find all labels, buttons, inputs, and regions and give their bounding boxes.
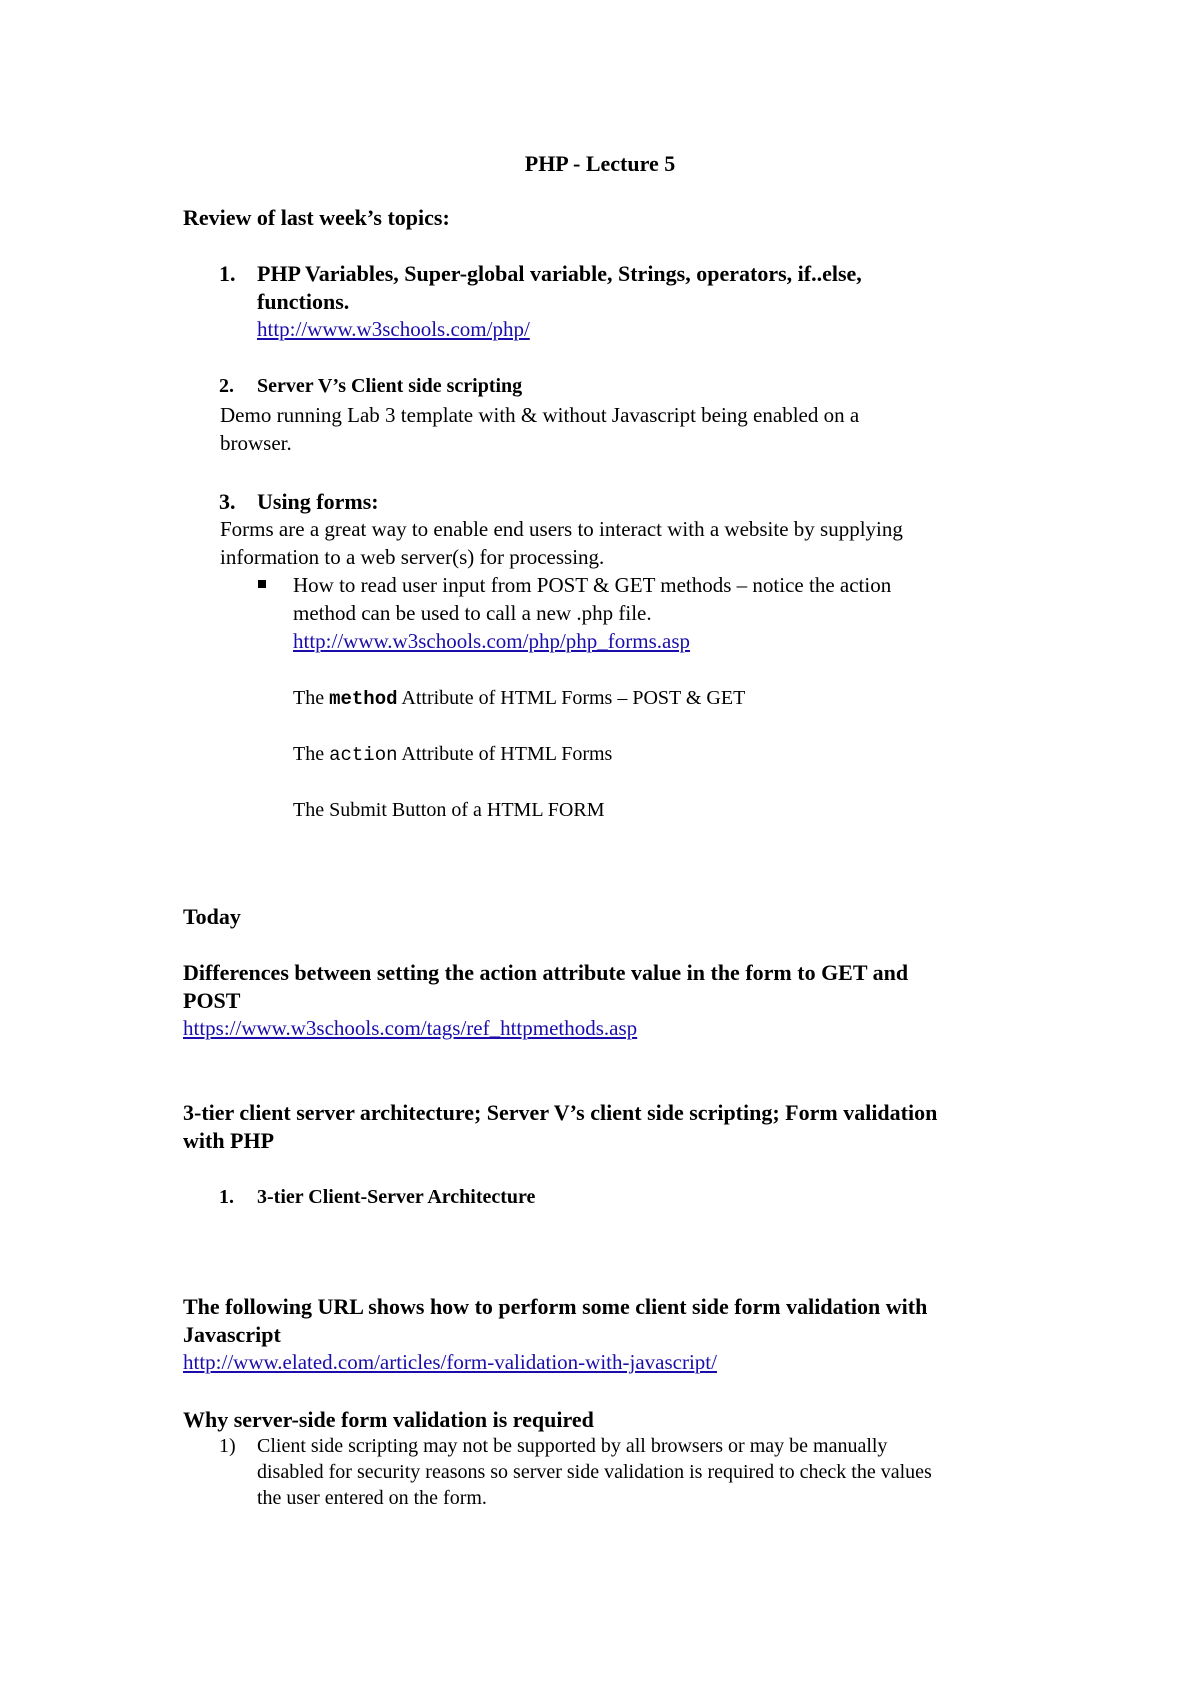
why-heading: Why server-side form validation is required	[183, 1407, 594, 1432]
architecture-item-number: 1.	[219, 1186, 234, 1208]
action-prefix: The	[293, 743, 330, 765]
why-line-3: the user entered on the form.	[257, 1487, 487, 1509]
w3schools-php-link[interactable]: http://www.w3schools.com/php/	[257, 317, 530, 341]
review-item-2-title: Server V’s Client side scripting	[257, 375, 523, 397]
action-suffix: Attribute of HTML Forms	[397, 743, 613, 765]
method-prefix: The	[293, 687, 330, 709]
review-item-2-number: 2.	[219, 375, 234, 397]
why-line-1: Client side scripting may not be supported by all browsers or may be manually	[257, 1435, 888, 1457]
submit-button-line: The Submit Button of a HTML FORM	[293, 799, 605, 821]
review-item-2-line-1: Demo running Lab 3 template with & without Javascript being enabled on a	[220, 403, 860, 427]
review-item-3-title: Using forms:	[257, 489, 379, 514]
square-bullet-icon	[258, 580, 266, 588]
review-item-1-line-2: functions.	[257, 289, 350, 314]
method-attribute-line	[293, 688, 745, 709]
review-heading: Review of last week’s topics:	[183, 205, 450, 230]
review-item-3-line-1: Forms are a great way to enable end users to interact with a website by supplying	[220, 517, 903, 541]
differences-heading-line-2: POST	[183, 988, 241, 1013]
architecture-item: 3-tier Client-Server Architecture	[257, 1186, 536, 1208]
architecture-heading-line-1: 3-tier client server architecture; Server V’s client side scripting; Form validation	[183, 1100, 938, 1125]
method-code: method	[329, 688, 398, 710]
today-heading: Today	[183, 904, 241, 929]
httpmethods-link[interactable]: https://www.w3schools.com/tags/ref_httpmethods.asp	[183, 1016, 638, 1040]
bullet-line-2: method can be used to call a new .php file.	[293, 601, 652, 625]
review-item-1-number: 1.	[219, 261, 236, 286]
review-item-2-line-2: browser.	[220, 431, 292, 455]
review-item-3-number: 3.	[219, 489, 236, 514]
method-suffix: Attribute of HTML Forms – POST & GET	[397, 687, 746, 709]
page-title: PHP - Lecture 5	[524, 151, 676, 176]
architecture-heading-line-2: with PHP	[183, 1128, 275, 1153]
why-item-number: 1)	[219, 1435, 236, 1457]
validation-heading-line-1: The following URL shows how to perform some client side form validation with	[183, 1294, 928, 1319]
why-line-2: disabled for security reasons so server side validation is required to check the values	[257, 1461, 932, 1483]
elated-validation-link[interactable]: http://www.elated.com/articles/form-validation-with-javascript/	[183, 1350, 717, 1374]
action-attribute-line	[293, 744, 612, 765]
action-code: action	[329, 744, 398, 766]
validation-heading-line-2: Javascript	[183, 1322, 281, 1347]
differences-heading-line-1: Differences between setting the action attribute value in the form to GET and	[183, 960, 909, 985]
bullet-line-1: How to read user input from POST & GET methods – notice the action	[293, 573, 892, 597]
review-item-1-line-1: PHP Variables, Super-global variable, Strings, operators, if..else,	[257, 261, 862, 286]
w3schools-forms-link[interactable]: http://www.w3schools.com/php/php_forms.asp	[293, 629, 691, 653]
review-item-3-line-2: information to a web server(s) for processing.	[220, 545, 605, 569]
